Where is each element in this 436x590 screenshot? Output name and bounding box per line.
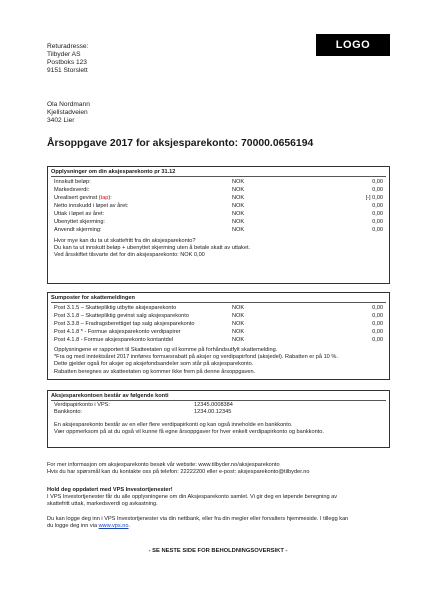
accounts-title: Aksjesparekontoen består av følgende konti bbox=[51, 393, 169, 399]
tax-return-box bbox=[47, 292, 390, 380]
login-text-2 bbox=[47, 523, 397, 530]
tax-post-row bbox=[48, 312, 389, 320]
vps-account-value: 12345.0008384 bbox=[194, 402, 233, 408]
contact-info-line: Hvis du har spørsmål kan du kontakte oss på telefon: 22222200 eller e-post: aksjesparekonto@tilbyder.no bbox=[47, 469, 310, 476]
contact-info bbox=[47, 462, 397, 476]
post-value: 0,00 bbox=[372, 329, 383, 335]
row-label: Urealisert gevinst ( bbox=[54, 195, 101, 201]
return-address-name: Tilbyder AS bbox=[47, 51, 81, 58]
reported-note: Opplysningene er rapportert til Skatteetaten og vil komme på forhåndsutfylt skattemelding. bbox=[54, 347, 278, 353]
account-info-row bbox=[48, 186, 389, 194]
recipient-street: Kjellstadveien bbox=[47, 109, 88, 116]
row-label: Netto innskudd i løpet av året: bbox=[54, 203, 129, 209]
return-address-label: Returadresse: bbox=[47, 43, 89, 50]
document-title: Årsoppgave 2017 for aksjesparekonto: 70000.0656194 bbox=[47, 138, 314, 149]
row-currency: NOK bbox=[232, 187, 245, 193]
post-value: 0,00 bbox=[372, 337, 383, 343]
row-currency: NOK bbox=[232, 211, 245, 217]
post-currency: NOK bbox=[232, 329, 245, 335]
account-info-row bbox=[48, 218, 389, 226]
recipient-city: 3402 Lier bbox=[47, 117, 75, 124]
discount-calc-note: Rabatten beregnes av skatteetaten og kommer ikke frem på denne årsoppgaven. bbox=[54, 368, 256, 375]
row-label-red: tap bbox=[100, 195, 109, 201]
tax-free-explanation: Du kan ta ut innskutt beløp + ubenyttet skjerming uten å betale skatt av uttaket. bbox=[54, 245, 251, 252]
tax-post-row bbox=[48, 304, 389, 312]
row-value: 0,00 bbox=[372, 203, 383, 209]
discount-applies-note: Dette gjelder også for aksjer og aksjefondsandeler som står på aksjesparekonto. bbox=[54, 361, 254, 368]
vps-heading: Hold deg oppdatert med VPS Investortjenester! bbox=[47, 487, 173, 493]
post-currency: NOK bbox=[232, 305, 245, 311]
tax-free-amount: Ved årsskiftet tilsvarte det for din aksjesparekonto: NOK 0,00 bbox=[54, 252, 205, 259]
row-currency: NOK bbox=[232, 195, 245, 201]
recipient-name: Ola Nordmann bbox=[47, 101, 90, 108]
row-value: 0,00 bbox=[372, 227, 383, 233]
account-info-row bbox=[48, 178, 389, 186]
login-info bbox=[47, 516, 397, 530]
row-value: [-] 0,00 bbox=[365, 195, 383, 201]
post-label: Post 4.1.8 * - Formue aksjesparekonto verdipapirer bbox=[54, 329, 181, 335]
tax-free-question: Hvor mye kan du ta ut skattefritt fra din aksjesparekonto? bbox=[54, 238, 196, 244]
row-label: Markedsverdi: bbox=[54, 187, 90, 193]
account-info-row bbox=[48, 202, 389, 210]
bank-account-row bbox=[48, 409, 389, 416]
row-label: Anvendt skjerming: bbox=[54, 227, 102, 233]
row-currency: NOK bbox=[232, 179, 245, 185]
vps-text-1: I VPS Investortjenester får du alle opplysningene om din Aksjesparekonto samlet. Vi gir deg en løpende beregning av bbox=[47, 494, 338, 501]
tax-return-title: Sumposter for skattemeldingen bbox=[51, 295, 135, 301]
accounts-note-1: En aksjesparekonto består av en eller flere verdipapirkonti og kan også inneholde en bankkonto. bbox=[54, 421, 293, 428]
accounts-note-2: Vær oppmerksom på at du også vil kunne få egne årsoppgaver for hver enkelt verdipapirkonto og bankkonto. bbox=[54, 428, 324, 435]
return-address-street: Postboks 123 bbox=[47, 59, 87, 66]
vps-info bbox=[47, 487, 397, 509]
row-value: 0,00 bbox=[372, 211, 383, 217]
post-value: 0,00 bbox=[372, 305, 383, 311]
recipient-address bbox=[47, 101, 90, 125]
return-address-city: 9151 Storslett bbox=[47, 67, 88, 74]
row-value: 0,00 bbox=[372, 187, 383, 193]
post-label: Post 3.3.8 – Fradragsberettiget tap salg aksjesparekonto bbox=[54, 321, 195, 327]
divider bbox=[51, 176, 386, 177]
row-label: Innskutt beløp: bbox=[54, 179, 91, 185]
bank-account-label: Bankkonto: bbox=[54, 409, 82, 416]
login-text-1: Du kan logge deg inn i VPS Investortjenester via din nettbank, eller fra din megler eller forvalters hjemmeside. I tillegg kan bbox=[47, 516, 349, 522]
post-label: Post 3.1.8 – Skattepliktig gevinst salg aksjesparekonto bbox=[54, 313, 189, 319]
bank-account-value: 1234.00.12345 bbox=[194, 409, 232, 416]
post-value: 0,00 bbox=[372, 313, 383, 319]
account-info-row bbox=[48, 226, 389, 234]
row-label: Ubenyttet skjerming: bbox=[54, 219, 105, 225]
account-info-row bbox=[48, 210, 389, 218]
post-currency: NOK bbox=[232, 321, 245, 327]
company-logo: LOGO bbox=[316, 34, 390, 56]
divider bbox=[51, 400, 386, 401]
account-info-rows bbox=[48, 178, 389, 234]
post-label: Post 3.1.5 – Skattepliktig utbytte aksjesparekonto bbox=[54, 305, 177, 311]
divider bbox=[51, 302, 386, 303]
login-text-suffix: . bbox=[128, 523, 131, 530]
account-info-box bbox=[47, 166, 390, 284]
row-label-after: ): bbox=[108, 195, 112, 201]
wealth-discount-note: *Fra og med inntektsåret 2017 innføres formuesrabatt på aksjer og verdipapirfond (aksjedel). Rabatten er på 10 %. bbox=[54, 354, 338, 361]
next-page-note: - SE NESTE SIDE FOR BEHOLDNINGSOVERSIKT - bbox=[148, 548, 288, 554]
tax-post-row bbox=[48, 336, 389, 344]
vps-text-2: skattefritt uttak, markedsverdi og avkastning. bbox=[47, 501, 158, 508]
row-value: 0,00 bbox=[372, 219, 383, 225]
login-text-prefix: du logge deg inn via bbox=[47, 523, 99, 530]
row-label: Uttak i løpet av året: bbox=[54, 211, 105, 217]
post-label: Post 4.1.8 - Formue aksjesparekonto kontantdel bbox=[54, 337, 174, 343]
account-info-title: Opplysninger om din aksjesparekonto pr 31.12 bbox=[51, 169, 176, 175]
tax-post-row bbox=[48, 320, 389, 328]
row-currency: NOK bbox=[232, 227, 245, 233]
vps-account-row bbox=[48, 402, 389, 409]
vps-account-label: Verdipapirkonto i VPS: bbox=[54, 402, 110, 408]
post-currency: NOK bbox=[232, 313, 245, 319]
vps-link[interactable]: www.vps.no bbox=[98, 523, 129, 530]
account-info-row bbox=[48, 194, 389, 202]
post-currency: NOK bbox=[232, 337, 245, 343]
tax-post-row bbox=[48, 328, 389, 336]
accounts-box bbox=[47, 390, 390, 448]
website-info: For mer informasjon om aksjesparekonto besøk vår website: www.tilbyder.no/aksjesparekonto bbox=[47, 462, 280, 468]
row-value: 0,00 bbox=[372, 179, 383, 185]
post-value: 0,00 bbox=[372, 321, 383, 327]
return-address bbox=[47, 43, 88, 75]
row-currency: NOK bbox=[232, 203, 245, 209]
row-currency: NOK bbox=[232, 219, 245, 225]
